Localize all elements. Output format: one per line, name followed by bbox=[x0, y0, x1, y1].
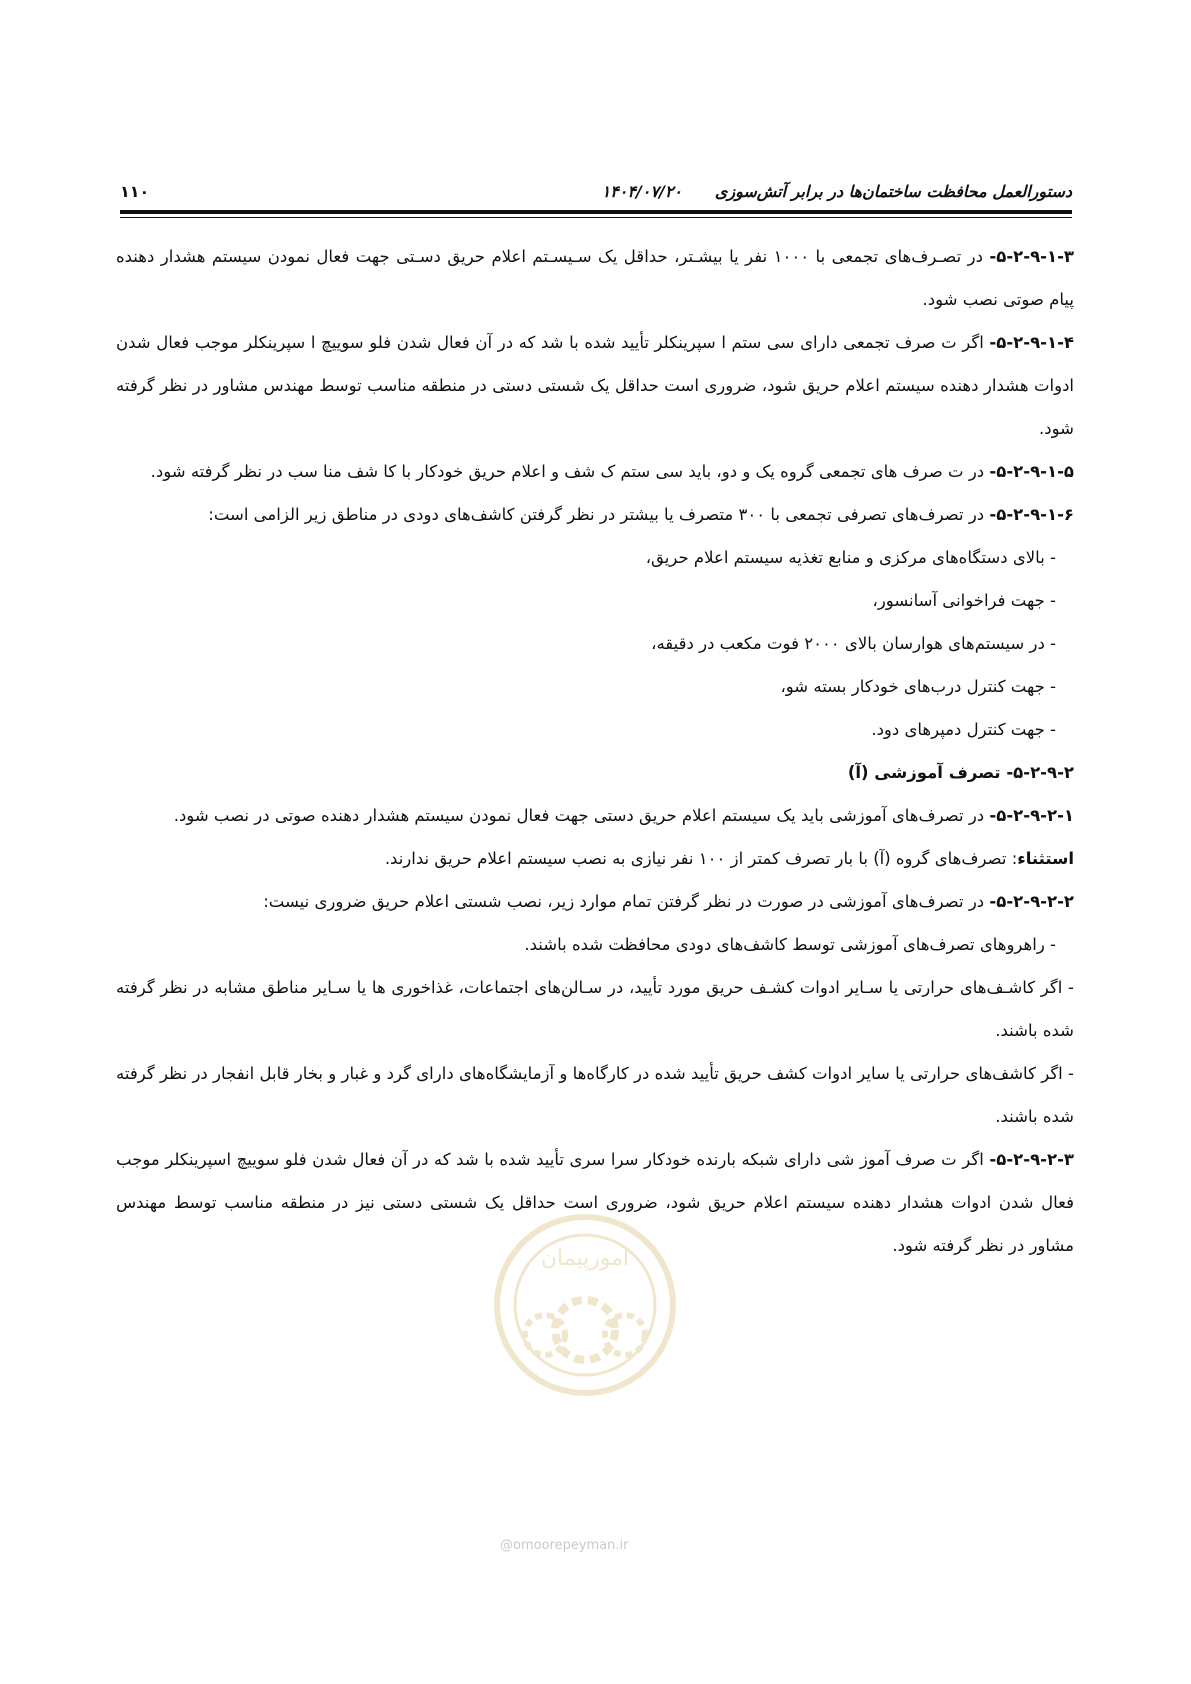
paragraph-text: در تصرف‌های تصرفی تجمعی با ۳۰۰ متصرف یا بیشتر در نظر گرفتن کاشف‌های دودی در مناطق زیر الزامی است: bbox=[208, 505, 990, 524]
clause-number: ۵-۲-۹-۱-۳- bbox=[989, 247, 1074, 266]
list-item: - اگر کاشـف‌های حرارتی یا سـایر ادوات کشـف حریق مورد تأیید، در سـالن‌های اجتماعات، غذاخوری ها یا سـایر مناطق مشابه در نظر گرفته شده باشند. bbox=[116, 978, 1074, 1040]
clause-number: ۵-۲-۹-۱-۵- bbox=[989, 462, 1074, 481]
list-item: - اگر کاشف‌های حرارتی یا سایر ادوات کشف حریق تأیید شده در کارگاه‌ها و آزمایشگاه‌های دارای گرد و غبار و بخار قابل انفجار در نظر گرفته شده باشند. bbox=[116, 1064, 1074, 1126]
header-title: دستورالعمل محافظت ساختمان‌ها در برابر آتش‌سوزی bbox=[714, 182, 1072, 201]
header-rule-thin bbox=[120, 217, 1072, 218]
paragraph bbox=[116, 493, 1074, 536]
watermark-logo-icon bbox=[485, 1210, 685, 1460]
list-item: - راهروهای تصرف‌های آموزشی توسط کاشف‌های دودی محافظت شده باشند. bbox=[524, 935, 1056, 954]
paragraph-text: در ت صرف های تجمعی گروه یک و دو، باید سی ستم ک شف و اعلام حریق خودکار با کا شف منا سب در نظر گرفته شود. bbox=[150, 462, 990, 481]
paragraph bbox=[116, 450, 1074, 493]
paragraph-text: : تصرف‌های گروه (آ) با بار تصرف کمتر از ۱۰۰ نفر نیازی به نصب سیستم اعلام حریق ندارند. bbox=[384, 849, 1018, 868]
clause-number: ۵-۲-۹-۲-۳- bbox=[989, 1150, 1074, 1169]
exception-note bbox=[116, 837, 1074, 880]
header-date: ۱۴۰۴/۰۷/۲۰ bbox=[601, 182, 682, 201]
watermark-site: @omoorepeyman.ir bbox=[500, 1538, 629, 1553]
section-heading: ۵-۲-۹-۲- تصرف آموزشی (آ) bbox=[847, 763, 1074, 782]
header-rule-thick bbox=[120, 210, 1072, 214]
paragraph-text: در تصرف‌های آموزشی باید یک سیستم اعلام حریق دستی جهت فعال نمودن سیستم هشدار دهنده صوتی در نصب شود. bbox=[173, 806, 990, 825]
exception-label: استثناء bbox=[1017, 849, 1074, 868]
paragraph bbox=[116, 880, 1074, 923]
watermark-logo-text: امورپیمان bbox=[540, 1246, 630, 1271]
document-body bbox=[116, 235, 1074, 1267]
paragraph-text: اگر ت صرف آموز شی دارای شبکه بارنده خودکار سرا سری تأیید شده با شد که در آن فعال شدن فلو سوییچ اسپرینکلر موجب فعال شدن ادوات هشدار دهنده سیستم اعلام حریق شود، ضروری است حداقل یک شستی دستی نیز در منطقه مناسب توسط مهندس مشاور در نظر گرفته شود. bbox=[116, 1150, 1074, 1255]
clause-number: ۵-۲-۹-۲-۱- bbox=[989, 806, 1074, 825]
list-item: - جهت کنترل درب‌های خودکار بسته شو، bbox=[780, 677, 1056, 696]
page-number: ۱۱۰ bbox=[120, 182, 150, 201]
list-item: - بالای دستگاه‌های مرکزی و منابع تغذیه سیستم اعلام حریق، bbox=[645, 548, 1056, 567]
paragraph-text: در تصرف‌های آموزشی در صورت در نظر گرفتن تمام موارد زیر، نصب شستی اعلام حریق ضروری نیست: bbox=[263, 892, 990, 911]
paragraph-text: در تصـرف‌های تجمعی با ۱۰۰۰ نفر یا بیشـتر، حداقل یک سـیسـتم اعلام حریق دسـتی جهت فعال نمودن سیستم هشدار دهنده پیام صوتی نصب شود. bbox=[116, 247, 1074, 309]
paragraph bbox=[116, 321, 1074, 450]
paragraph bbox=[116, 235, 1074, 321]
clause-number: ۵-۲-۹-۱-۴- bbox=[989, 333, 1074, 352]
paragraph-text: اگر ت صرف تجمعی دارای سی ستم ا سپرینکلر تأیید شده با شد که در آن فعال شدن فلو سوییچ ا سپرینکلر موجب فعال شدن ادوات هشدار دهنده سیستم اعلام حریق شود، ضروری است حداقل یک شستی دستی در منطقه مناسب توسط مهندس مشاور در نظر گرفته شود. bbox=[116, 333, 1074, 438]
list-item: - جهت کنترل دمپرهای دود. bbox=[871, 720, 1056, 739]
clause-number: ۵-۲-۹-۲-۲- bbox=[989, 892, 1074, 911]
list-item: - در سیستم‌های هوارسان بالای ۲۰۰۰ فوت مکعب در دقیقه، bbox=[651, 634, 1056, 653]
list-item: - جهت فراخوانی آسانسور، bbox=[872, 591, 1056, 610]
page-header bbox=[120, 178, 1072, 208]
paragraph bbox=[116, 794, 1074, 837]
clause-number: ۵-۲-۹-۱-۶- bbox=[989, 505, 1074, 524]
